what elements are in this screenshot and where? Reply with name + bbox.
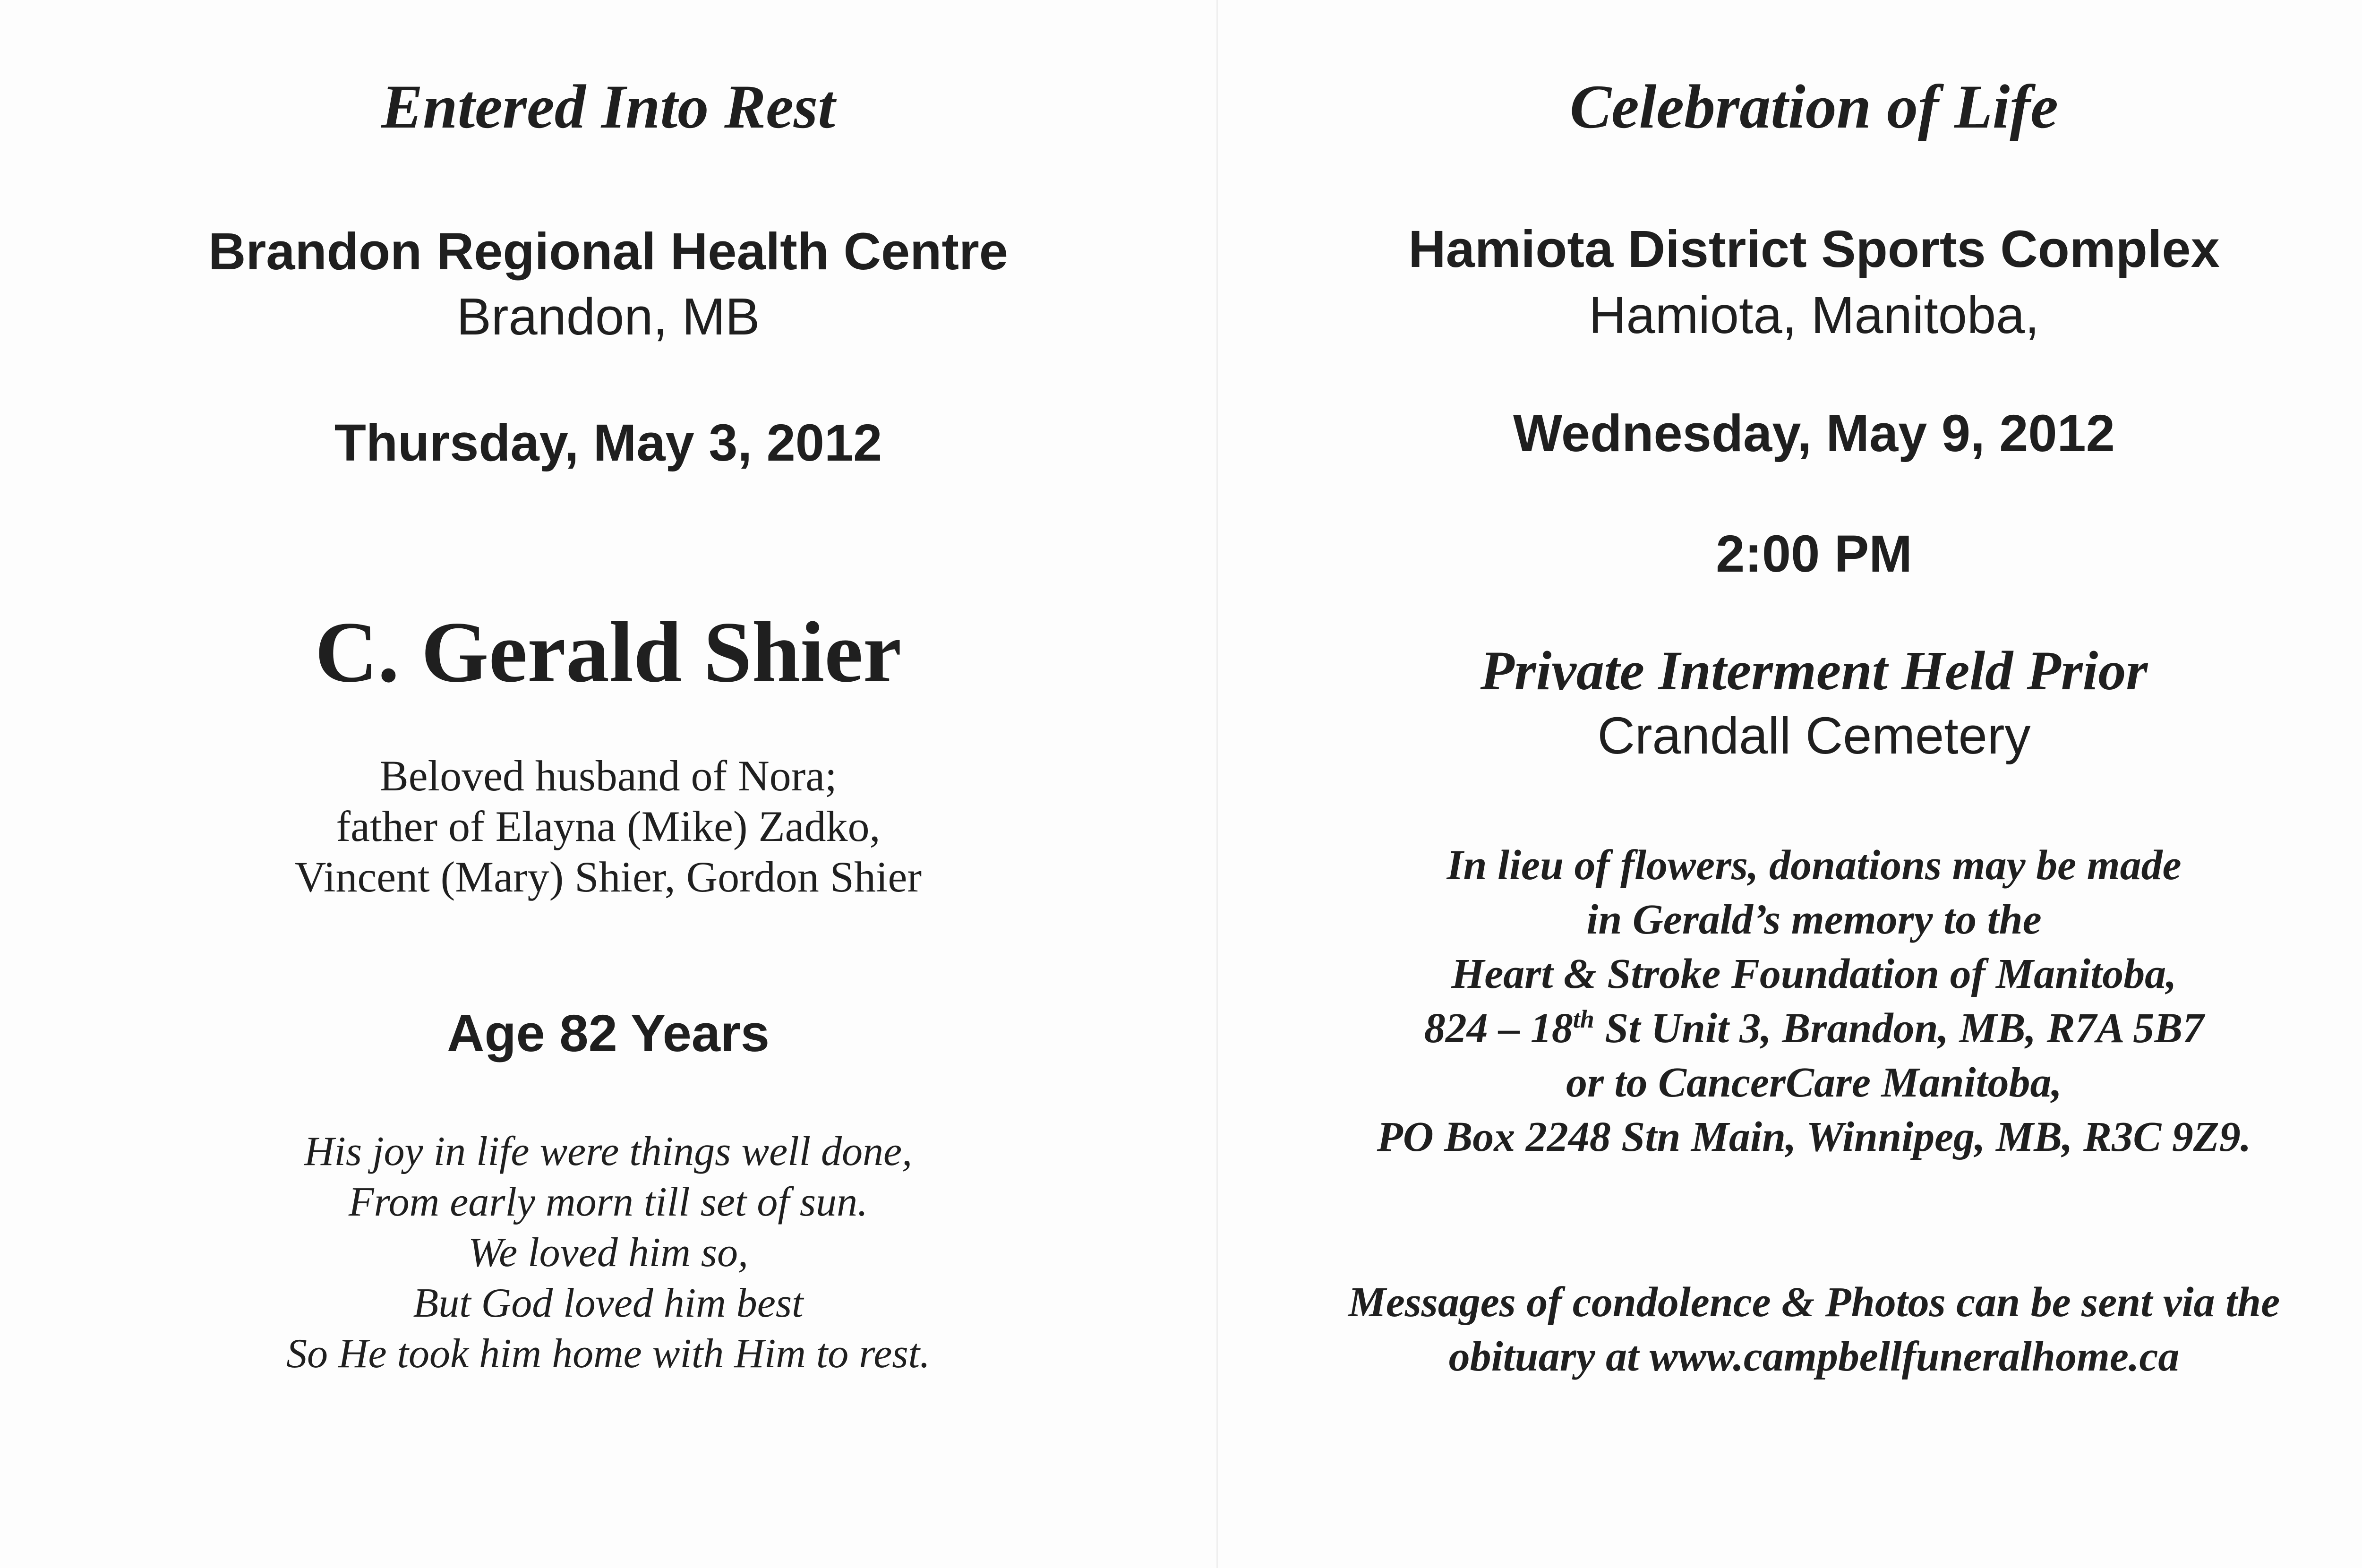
donation-address-line [1218,1004,2362,1053]
donation-address-number: 824 – 18 [1424,1005,1573,1052]
condolence-message-line: obituary at www.campbellfuneralhome.ca [1448,1333,2180,1380]
family-line: father of Elayna (Mike) Zadko, [336,802,881,850]
service-venue: Hamiota District Sports Complex [1408,220,2220,278]
donation-line: or to CancerCare Manitoba, [1566,1059,2062,1106]
service-date: Wednesday, May 9, 2012 [1513,404,2115,463]
service-town: Hamiota, Manitoba, [1589,286,2039,344]
place-of-death: Brandon Regional Health Centre [208,223,1008,281]
deceased-name: C. Gerald Shier [315,604,902,700]
service-time: 2:00 PM [1716,525,1912,583]
poem-line: But God loved him best [413,1280,804,1326]
condolence-message-line: Messages of condolence & Photos can be sent via the [1348,1279,2280,1326]
poem-line: From early morn till set of sun. [348,1179,868,1225]
family-line: Beloved husband of Nora; [379,752,837,800]
place-of-death-town: Brandon, MB [456,288,760,346]
donation-line: Heart & Stroke Foundation of Manitoba, [1451,951,2177,997]
date-of-death: Thursday, May 3, 2012 [334,414,882,472]
celebration-of-life-heading: Celebration of Life [1570,72,2058,141]
ordinal-suffix: th [1573,1005,1594,1033]
interment-place: Crandall Cemetery [1597,707,2031,765]
age-line: Age 82 Years [447,1004,770,1062]
right-panel [1218,0,2362,1568]
donation-line: in Gerald’s memory to the [1586,896,2042,943]
entered-into-rest-heading: Entered Into Rest [381,72,835,141]
poem-line: We loved him so, [468,1230,749,1276]
poem-line: His joy in life were things well done, [304,1129,913,1174]
interment-heading: Private Interment Held Prior [1480,640,2148,702]
donation-address-rest: St Unit 3, Brandon, MB, R7A 5B7 [1594,1005,2204,1052]
donation-line: In lieu of flowers, donations may be made [1446,842,2182,889]
family-line: Vincent (Mary) Shier, Gordon Shier [294,853,922,901]
donation-line: PO Box 2248 Stn Main, Winnipeg, MB, R3C 9Z9. [1377,1114,2251,1160]
poem-line: So He took him home with Him to rest. [286,1331,931,1377]
